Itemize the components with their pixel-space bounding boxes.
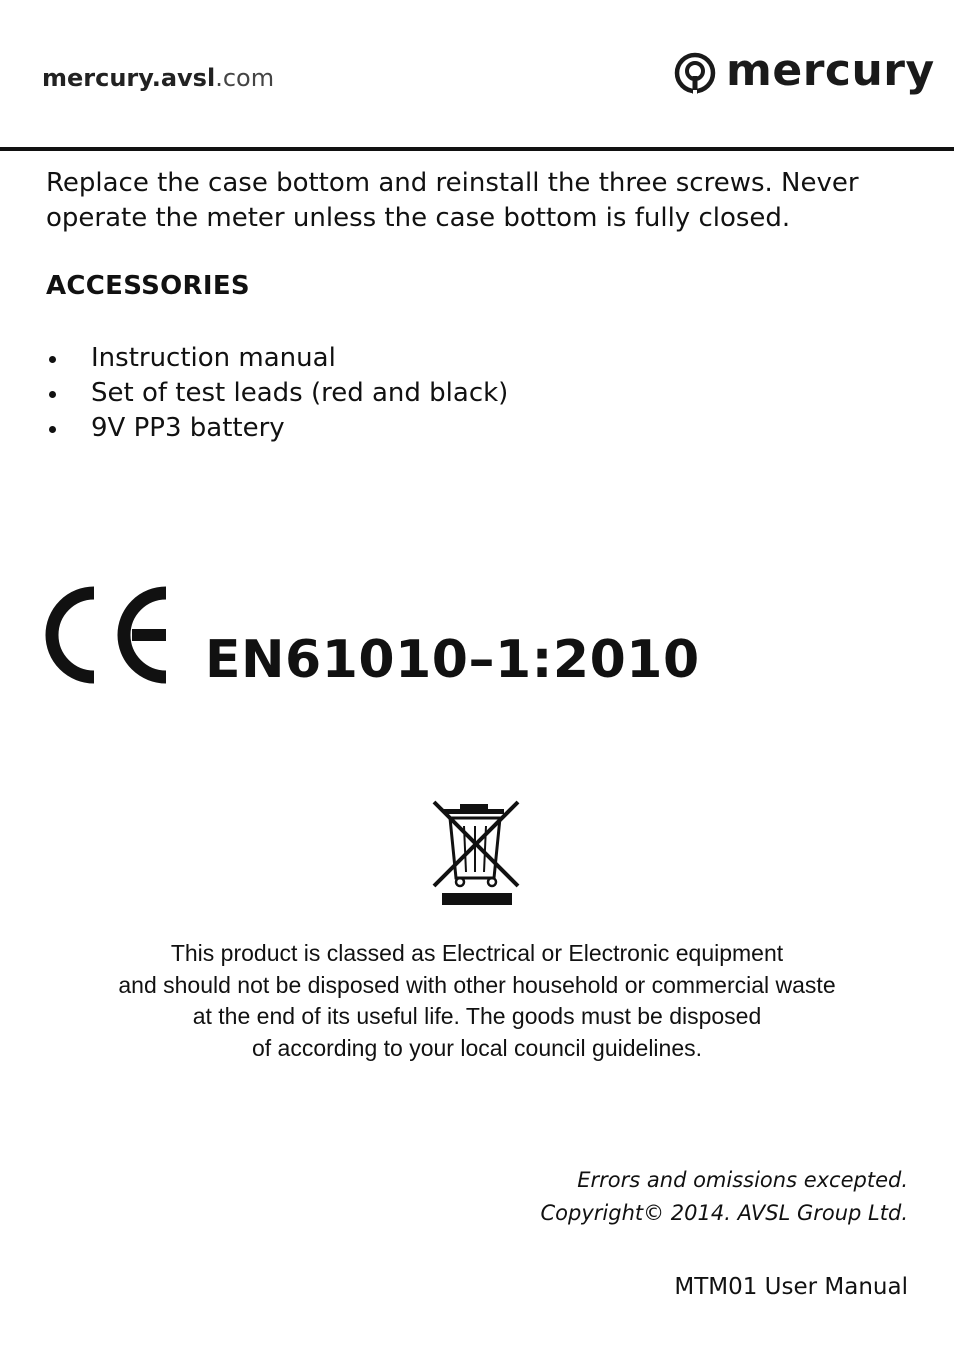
mercury-logo-icon bbox=[672, 52, 718, 98]
errors-note: Errors and omissions excepted. bbox=[577, 1168, 908, 1192]
brand-name: mercury bbox=[726, 45, 935, 96]
site-url-main: mercury.avsl bbox=[42, 64, 216, 92]
ce-mark-icon bbox=[44, 585, 172, 685]
brand-logo bbox=[672, 45, 935, 100]
site-url bbox=[42, 64, 274, 92]
accessories-list bbox=[46, 341, 508, 446]
manual-title: MTM01 User Manual bbox=[674, 1274, 908, 1300]
disposal-line: This product is classed as Electrical or Electronic equipment bbox=[170, 940, 784, 966]
weee-bin-icon bbox=[430, 798, 522, 906]
standard-code: EN61010–1:2010 bbox=[205, 630, 700, 690]
site-url-suffix: .com bbox=[215, 64, 275, 92]
list-item: Set of test leads (red and black) bbox=[46, 376, 508, 411]
accessories-heading: ACCESSORIES bbox=[46, 271, 250, 301]
copyright-note: Copyright© 2014. AVSL Group Ltd. bbox=[540, 1201, 908, 1225]
list-item: Instruction manual bbox=[46, 341, 508, 376]
intro-line: operate the meter unless the case bottom is fully closed. bbox=[46, 203, 791, 233]
page-header bbox=[0, 0, 954, 152]
disposal-notice bbox=[0, 938, 954, 1064]
header-divider bbox=[0, 147, 954, 151]
intro-line: Replace the case bottom and reinstall the three screws. Never bbox=[46, 168, 859, 198]
disposal-line: and should not be disposed with other household or commercial waste bbox=[118, 971, 836, 998]
disposal-line: of according to your local council guidelines. bbox=[251, 1034, 703, 1061]
intro-paragraph bbox=[46, 166, 906, 236]
disposal-line: at the end of its useful life. The goods must be disposed bbox=[192, 1003, 762, 1029]
list-item: 9V PP3 battery bbox=[46, 411, 508, 446]
